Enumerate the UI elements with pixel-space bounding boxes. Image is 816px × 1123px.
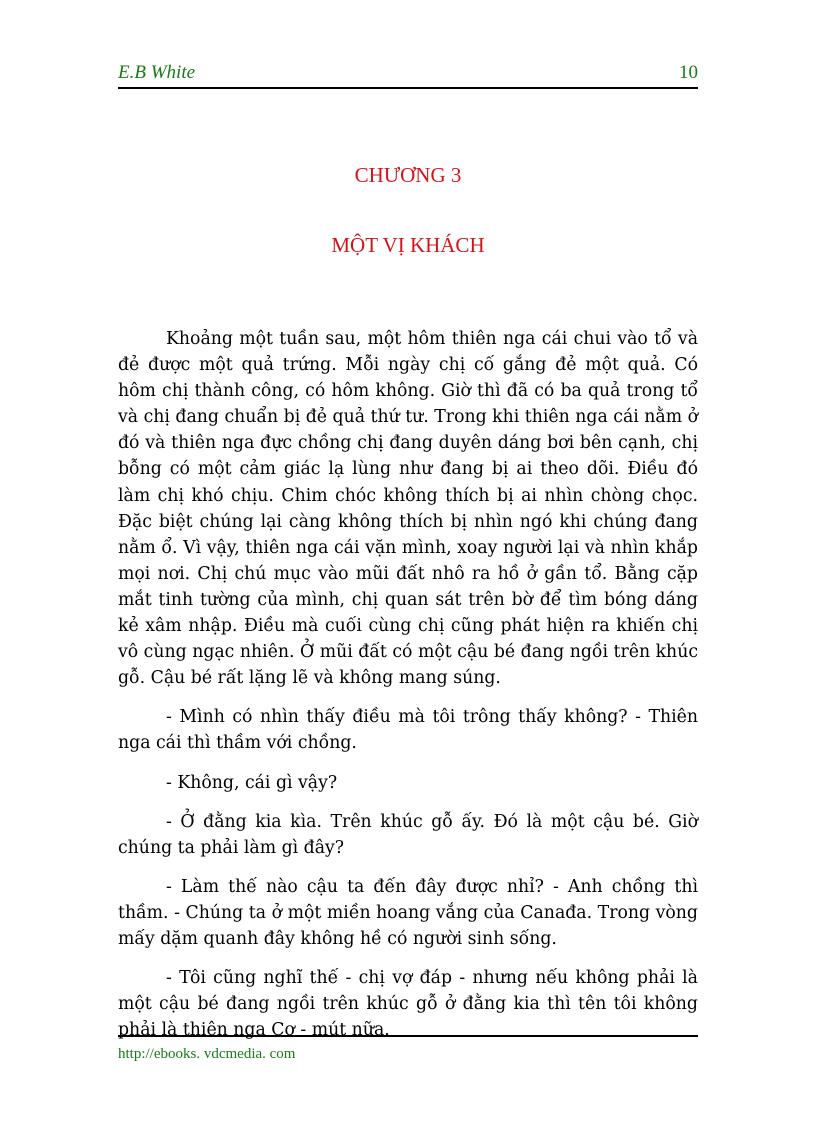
body-text [118, 326, 698, 1056]
chapter-number: CHƯƠNG 3 [354, 163, 462, 187]
paragraph: - Ở đằng kia kìa. Trên khúc gỗ ấy. Đó là một cậu bé. Giờ chúng ta phải làm gì đây? [118, 811, 698, 858]
paragraph: - Không, cái gì vậy? [166, 772, 338, 793]
paragraph: Khoảng một tuần sau, một hôm thiên nga cái chui vào tổ và đẻ được một quả trứng. Mỗi ngày chị cố gắng đẻ một quả. Có hôm chị thành công, có hôm không. Giờ thì đã có ba quả trong tổ và chị đang chuẩn bị đẻ quả thứ tư. Trong khi thiên nga cái nằm ở đó và thiên nga đực chồng chị đang duyên dáng bơi bên cạnh, chị bỗng có một cảm giác lạ lùng như đang bị ai theo dõi. Điều đó làm chị khó chịu. Chim chóc không thích bị ai nhìn chòng chọc. Đặc biệt chúng lại càng không thích bị nhìn ngó khi chúng đang nằm ổ. Vì vậy, thiên nga cái vặn mình, xoay người lại và nhìn khắp mọi nơi. Chị chú mục vào mũi đất nhô ra hồ ở gần tổ. Bằng cặp mắt tinh tường của mình, chị quan sát trên bờ để tìm bóng dáng kẻ xâm nhập. Điều mà cuối cùng chị cũng phát hiện ra khiến chị vô cùng ngạc nhiên. Ở mũi đất có một cậu bé đang ngồi trên khúc gỗ. Cậu bé rất lặng lẽ và không mang súng. [118, 329, 698, 689]
chapter-title: MỘT VỊ KHÁCH [331, 233, 485, 257]
page-header [118, 62, 698, 89]
paragraph: - Tôi cũng nghĩ thế - chị vợ đáp - nhưng nếu không phải là một cậu bé đang ngồi trên khúc gỗ ở đằng kia thì tên tôi không phải là thiên nga Cơ - mút nữa. [118, 968, 698, 1041]
header-author: E.B White [118, 62, 196, 83]
paragraph: - Mình có nhìn thấy điều mà tôi trông thấy không? - Thiên nga cái thì thầm với chồng. [118, 707, 698, 754]
footer-url: http://ebooks. vdcmedia. com [118, 1046, 296, 1062]
page-number: 10 [679, 62, 698, 83]
page-footer [118, 1035, 698, 1062]
paragraph: - Làm thế nào cậu ta đến đây được nhỉ? - Anh chồng thì thầm. - Chúng ta ở một miền hoang vắng của Canađa. Trong vòng mấy dặm quanh đây không hề có người sinh sống. [118, 876, 698, 949]
